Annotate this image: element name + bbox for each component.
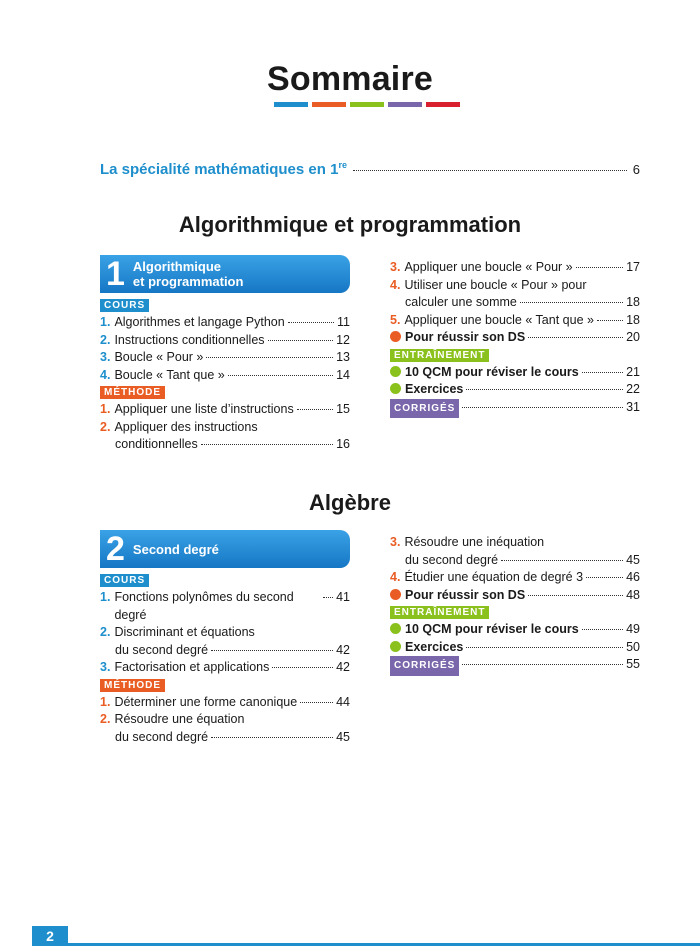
chapter-number: 2 xyxy=(106,530,125,568)
orange-bullet-icon xyxy=(390,589,401,600)
chapter-number: 1 xyxy=(106,255,125,293)
corriges-label: CORRIGÉS xyxy=(390,656,459,676)
entrainement-label: ENTRAÎNEMENT xyxy=(390,349,489,362)
toc-entry[interactable]: 3. Résoudre une inéquation xyxy=(390,535,545,549)
corriges-entry[interactable]: CORRIGÉS 31 xyxy=(390,399,640,419)
methode-label: MÉTHODE xyxy=(100,386,165,399)
chapter-1-header[interactable] xyxy=(100,255,350,293)
chapter-title: Second degré xyxy=(132,541,219,557)
section-title-algebre: Algèbre xyxy=(309,490,391,515)
exercices-entry[interactable]: Exercices 50 xyxy=(390,639,640,657)
intro-entry[interactable] xyxy=(100,160,640,178)
toc-entry[interactable]: 2. Résoudre une équation xyxy=(100,712,245,726)
exercices-entry[interactable]: Exercices 22 xyxy=(390,381,640,399)
page-title: Sommaire xyxy=(266,60,433,98)
toc-entry[interactable]: 1. Déterminer une forme canonique 44 xyxy=(100,694,350,709)
cours-label: COURS xyxy=(100,299,149,312)
section-title-algorithmique: Algorithmique et programmation xyxy=(178,212,522,237)
toc-entry[interactable]: 3. Factorisation et applications 42 xyxy=(100,660,350,674)
corriges-entry[interactable]: CORRIGÉS 55 xyxy=(390,656,640,676)
intro-page: 6 xyxy=(632,162,640,177)
orange-bullet-icon xyxy=(390,331,401,342)
chapter-1-left-column xyxy=(100,255,350,454)
chapter-1-right-column xyxy=(390,259,640,418)
green-bullet-icon xyxy=(390,641,401,652)
ds-entry[interactable]: Pour réussir son DS 20 xyxy=(390,329,640,347)
green-bullet-icon xyxy=(390,366,401,377)
toc-entry[interactable]: 3. Boucle « Pour » 13 xyxy=(100,350,350,364)
toc-entry[interactable]: 4. Utiliser une boucle « Pour » pour xyxy=(390,277,587,292)
entrainement-label: ENTRAÎNEMENT xyxy=(390,606,489,619)
chapter-2-left-column xyxy=(100,530,350,746)
toc-entry-continued[interactable]: calculer une somme 18 xyxy=(405,295,640,309)
page-footer xyxy=(0,922,700,950)
chapter-2-right-column xyxy=(390,534,640,676)
corriges-label: CORRIGÉS xyxy=(390,399,459,419)
toc-entry[interactable]: 3. Appliquer une boucle « Pour » 17 xyxy=(390,260,640,274)
green-bullet-icon xyxy=(390,383,401,394)
qcm-entry[interactable]: 10 QCM pour réviser le cours 49 xyxy=(390,621,640,639)
green-bullet-icon xyxy=(390,623,401,634)
toc-entry[interactable]: 4. Étudier une équation de degré 3 46 xyxy=(390,570,640,584)
toc-entry[interactable]: 5. Appliquer une boucle « Tant que » 18 xyxy=(390,312,640,327)
toc-entry-continued[interactable]: conditionnelles 16 xyxy=(115,437,350,451)
cours-label: COURS xyxy=(100,574,149,587)
methode-label: MÉTHODE xyxy=(100,679,165,692)
chapter-2-header[interactable] xyxy=(100,530,350,568)
toc-entry[interactable]: 4. Boucle « Tant que » 14 xyxy=(100,367,350,382)
toc-entry[interactable]: 1. Appliquer une liste d’instructions 15 xyxy=(100,402,350,416)
toc-entry[interactable]: 1. Fonctions polynômes du second degré 41 xyxy=(100,590,350,622)
qcm-entry[interactable]: 10 QCM pour réviser le cours 21 xyxy=(390,364,640,382)
toc-entry-continued[interactable]: du second degré 42 xyxy=(115,642,350,657)
chapter-title: Algorithmique et programmation xyxy=(132,259,244,289)
title-color-bar xyxy=(274,102,460,107)
toc-entry[interactable]: 1. Algorithmes et langage Python 11 xyxy=(100,315,350,329)
footer-rule xyxy=(68,943,700,946)
toc-entry[interactable]: 2. Instructions conditionnelles 12 xyxy=(100,332,350,347)
page-number: 2 xyxy=(32,926,68,946)
toc-entry-continued[interactable]: du second degré 45 xyxy=(115,729,350,744)
toc-entry-continued[interactable]: du second degré 45 xyxy=(405,552,640,567)
toc-entry[interactable]: 2. Discriminant et équations xyxy=(100,625,255,639)
ds-entry[interactable]: Pour réussir son DS 48 xyxy=(390,587,640,605)
intro-label: La spécialité mathématiques en 1re xyxy=(100,160,347,178)
toc-entry[interactable]: 2. Appliquer des instructions xyxy=(100,419,258,434)
